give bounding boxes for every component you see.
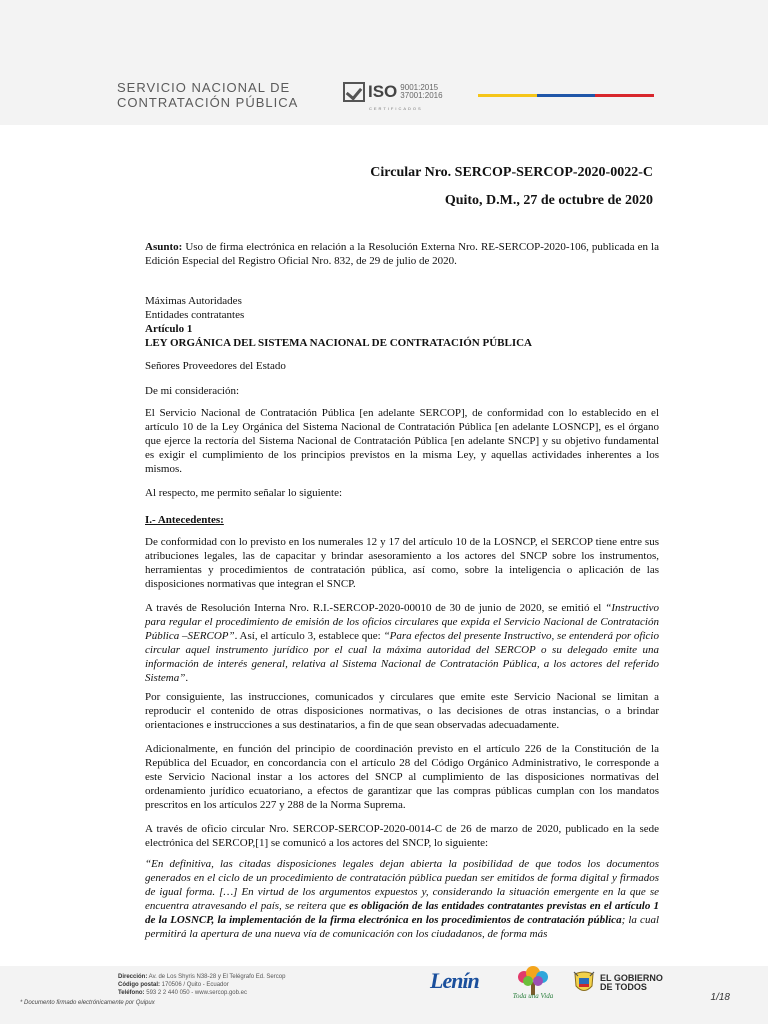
quoted-paragraph bbox=[145, 857, 659, 941]
quote-a: “En definitiva, las citadas disposiciones legales dejan abierta la posibilidad de que todos los documentos generados en el ciclo de un procedimiento de contratación pública puedan ser emitidos de forma digital y firmados de igual forma. […] En virtud de los argumentos expuestos y, considerando la situación emergente en la que se encuentra atravesando el país, se reitera que bbox=[145, 858, 659, 912]
electronic-signature-note: * Documento firmado electrónicamente por Quipux bbox=[20, 1000, 155, 1006]
iso-certified-label: CERTIFICADOS bbox=[369, 106, 423, 111]
addressee-line-2: Entidades contratantes bbox=[145, 309, 245, 321]
paragraph-4: Adicionalmente, en función del principio de coordinación previsto en el artículo 226 de la Constitución de la República del Ecuador, en concordancia con el artículo 28 del Código Orgánico Administrativo, le corresponde a este Servicio Nacional instar a los actores del SNCP al cumplimiento de las disposiciones normativas del ordenamiento jurídico ecuatoriano, a efectos de garantizar que las compras públicas cumplan con los mandatos prescritos en los artículos 227 y 288 de la Norma Suprema. bbox=[145, 743, 659, 811]
addressee-block bbox=[145, 294, 659, 350]
asunto bbox=[145, 240, 659, 268]
article-label: Artículo 1 bbox=[145, 323, 193, 335]
coat-of-arms-icon bbox=[572, 970, 596, 996]
gobierno-line-2: DE TODOS bbox=[600, 982, 647, 992]
law-title: LEY ORGÁNICA DEL SISTEMA NACIONAL DE CONTRATACIÓN PÚBLICA bbox=[145, 337, 532, 349]
footer-address bbox=[118, 973, 285, 997]
stripe-red bbox=[595, 94, 654, 97]
iso-label: ISO bbox=[368, 82, 398, 101]
iso-standards bbox=[400, 84, 442, 100]
lenin-logo: Lenín bbox=[430, 968, 479, 993]
phone-text: 593 2 2 440 050 - www.sercop.gob.ec bbox=[144, 990, 247, 996]
circular-number: Circular Nro. SERCOP-SERCOP-2020-0022-C bbox=[370, 165, 653, 180]
sercop-logo bbox=[117, 80, 298, 110]
intro-paragraph: El Servicio Nacional de Contratación Pública [en adelante SERCOP], de conformidad con lo establecido en el artículo 10 de la Ley Orgánica del Sistema Nacional de Contratación Pública [en adelante LOSNCP], es el órgano que ejerce la rectoría del Sistema Nacional de Contratación Pública [en adelante SNCP] y su objetivo fundamental es exigir el cumplimiento de los principios previstos en la misma Ley, y aquellas actividades inherentes a los mismos. bbox=[145, 407, 659, 475]
address-text: Av. de Los Shyris N38-28 y El Telégrafo Ed. Sercop bbox=[147, 974, 286, 980]
toda-una-vida-text: Toda una Vida bbox=[512, 992, 554, 1000]
gobierno-logo bbox=[572, 970, 663, 996]
iso-standard-2: 37001:2016 bbox=[400, 91, 443, 100]
quote-b: es obligación de las entidades contratantes previstas en el artículo 1 de la LOSNCP, la implementación de la firma electrónica en los procedimientos de contratación pública bbox=[145, 900, 660, 926]
p2-b: “Instructivo para regular el procedimiento de emisión de los oficios circulares que expida el Servicio Nacional de Contratación Pública –SERCOP” bbox=[145, 602, 659, 642]
greeting-proveedores: Señores Proveedores del Estado bbox=[145, 360, 286, 372]
place-date: Quito, D.M., 27 de octubre de 2020 bbox=[444, 193, 653, 208]
asunto-label: Asunto: bbox=[145, 241, 183, 253]
p2-c: . Así, el artículo 3, establece que: bbox=[234, 630, 384, 642]
quote-c: ; la cual permitirá la apertura de una nueva vía de comunicación con los ciudadanos, de forma más bbox=[145, 914, 659, 940]
logo-line-2: CONTRATACIÓN PÚBLICA bbox=[117, 95, 299, 110]
p2-e: . bbox=[185, 672, 189, 684]
section-heading: I.- Antecedentes: bbox=[145, 514, 224, 526]
paragraph-5: A través de oficio circular Nro. SERCOP-SERCOP-2020-0014-C de 26 de marzo de 2020, publicado en la sede electrónica del SERCOP,[1] se comunicó a los actores del SNCP, lo siguiente: bbox=[145, 823, 659, 849]
toda-una-vida-logo bbox=[508, 966, 558, 1006]
phone-label: Teléfono: bbox=[118, 990, 145, 996]
checkbox-icon bbox=[343, 82, 365, 102]
flag-stripe bbox=[478, 94, 654, 97]
respecto-line: Al respecto, me permito señalar lo siguiente: bbox=[145, 487, 343, 499]
postal-text: 170506 / Quito - Ecuador bbox=[160, 982, 229, 988]
postal-label: Código postal: bbox=[118, 982, 160, 988]
asunto-text: Uso de firma electrónica en relación a la Resolución Externa Nro. RE-SERCOP-2020-106, publicada en la Edición Especial del Registro Oficial Nro. 832, de 29 de julio de 2020. bbox=[145, 241, 659, 267]
iso-standard-1: 9001:2015 bbox=[400, 83, 439, 92]
iso-certification-badge bbox=[343, 82, 443, 111]
paragraph-3: Por consiguiente, las instrucciones, comunicados y circulares que emite este Servicio Nacional se limitan a reproducir el contenido de otras disposiciones normativas, o las decisiones de otras instancias, o a brindar orientaciones e instrucciones a sus destinatarios, a fin de que sean observadas adecuadamente. bbox=[145, 691, 659, 731]
paragraph-2 bbox=[145, 601, 659, 685]
greeting-consideracion: De mi consideración: bbox=[145, 385, 240, 397]
address-label: Dirección: bbox=[118, 974, 148, 980]
gobierno-line-1: EL GOBIERNO bbox=[600, 973, 663, 983]
logo-line-1: SERVICIO NACIONAL DE bbox=[117, 80, 291, 95]
paragraph-1: De conformidad con lo previsto en los numerales 12 y 17 del artículo 10 de la LOSNCP, el SERCOP tiene entre sus atribuciones legales, las de capacitar y brindar asesoramiento a los actores del SNCP sobre los instrumentos, herramientas y procedimientos de contratación pública, así como, sobre la inteligencia o aplicación de las disposiciones normativas que integran el SNCP. bbox=[145, 536, 659, 590]
stripe-yellow bbox=[478, 94, 537, 97]
page-number: 1/18 bbox=[710, 992, 730, 1003]
p2-a: A través de Resolución Interna Nro. R.I.-SERCOP-2020-00010 de 30 de junio de 2020, se emitió el bbox=[145, 602, 606, 614]
addressee-line-1: Máximas Autoridades bbox=[145, 295, 242, 307]
p2-d: “Para efectos del presente Instructivo, se entenderá por oficio circular aquel instrumento jurídico por el cual la máxima autoridad del SERCOP o su delegado emite una información de interés general, relativa al Sistema Nacional de Contratación Pública, a los actores del referido Sistema” bbox=[145, 630, 659, 684]
stripe-blue bbox=[537, 94, 596, 97]
